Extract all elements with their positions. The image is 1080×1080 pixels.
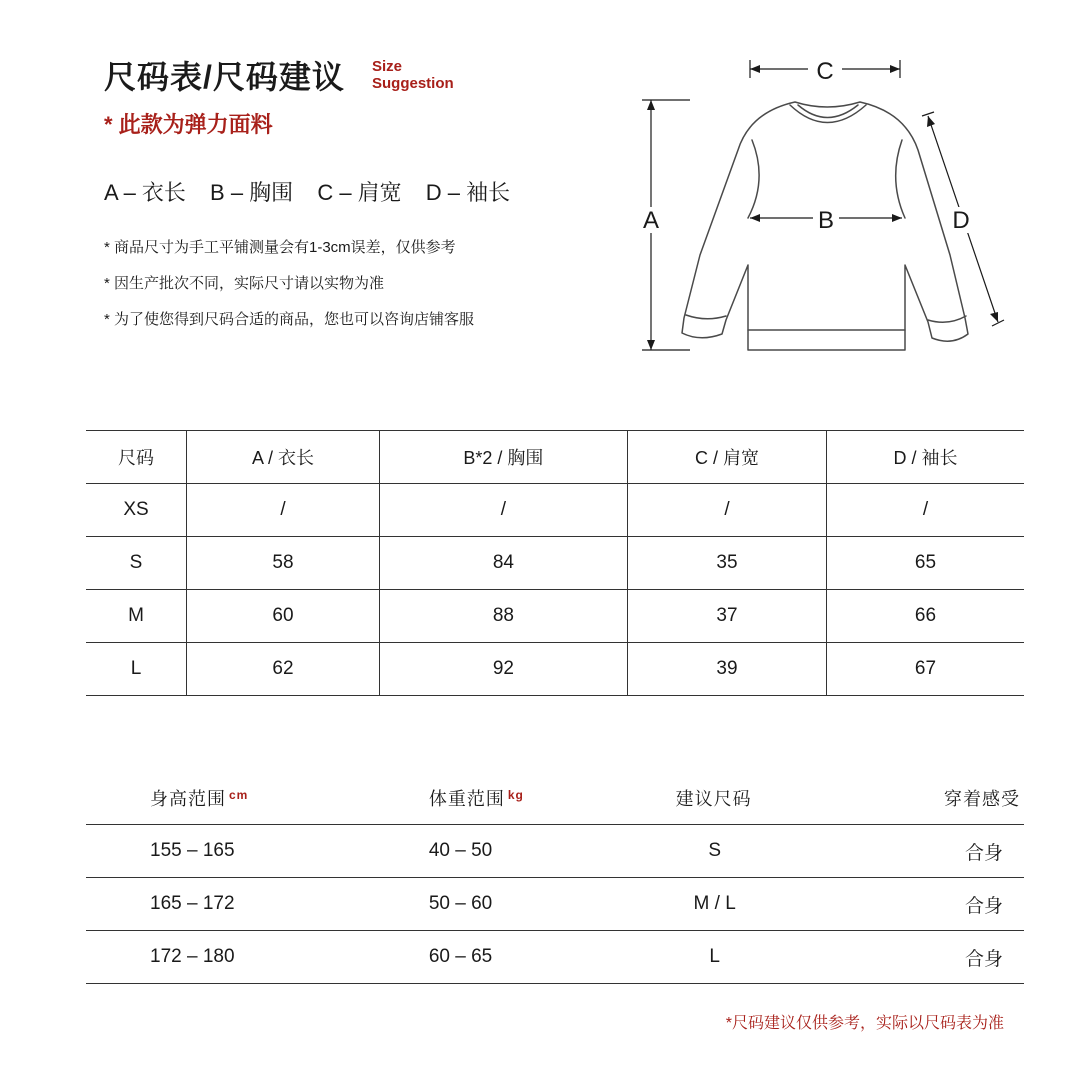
cell-shoulder: 37 xyxy=(627,590,826,643)
legend-c: C – 肩宽 xyxy=(317,180,402,205)
header-size: 尺码 xyxy=(86,431,187,484)
table-row xyxy=(86,931,1024,984)
cell-sleeve: 65 xyxy=(826,537,1024,590)
header-suggested-size-label: 建议尺码 xyxy=(675,789,752,809)
table-row xyxy=(86,878,1024,931)
header-height xyxy=(86,772,351,825)
diagram-label-d: D xyxy=(952,207,970,234)
weight-unit: kg xyxy=(507,788,524,802)
cell-length: 60 xyxy=(187,590,380,643)
cell-length: 58 xyxy=(187,537,380,590)
cell-height: 165 – 172 xyxy=(86,878,351,931)
cell-shoulder: 39 xyxy=(627,643,826,696)
cell-size: L xyxy=(86,643,187,696)
cell-size: M xyxy=(86,590,187,643)
header-suggested-size xyxy=(628,772,888,825)
cell-suggested-size xyxy=(628,825,888,878)
cell-length: / xyxy=(187,484,380,537)
footer-disclaimer: *尺码建议仅供参考，实际以尺码表为准 xyxy=(725,1015,1004,1032)
cell-sleeve: 67 xyxy=(826,643,1024,696)
cell-length: 62 xyxy=(187,643,380,696)
sweater-right-cuff xyxy=(928,316,966,322)
cell-fit-value: 合身 xyxy=(964,948,1003,970)
cell-sleeve: / xyxy=(826,484,1024,537)
table-row xyxy=(86,825,1024,878)
page-title-en xyxy=(372,58,454,92)
header-fit xyxy=(888,772,1024,825)
size-table-header xyxy=(86,431,1024,484)
table-row xyxy=(86,590,1024,643)
table-row xyxy=(86,484,1024,537)
table-row xyxy=(86,643,1024,696)
cell-fit xyxy=(888,825,1024,878)
cell-size: XS xyxy=(86,484,187,537)
cell-suggested-size-value: S xyxy=(708,840,722,861)
cell-shoulder: 35 xyxy=(627,537,826,590)
cell-chest: 84 xyxy=(379,537,627,590)
cell-height: 172 – 180 xyxy=(86,931,351,984)
cell-height: 155 – 165 xyxy=(86,825,351,878)
cell-sleeve: 66 xyxy=(826,590,1024,643)
cell-size: S xyxy=(86,537,187,590)
note-1: * 商品尺寸为手工平铺测量会有1-3cm误差，仅供参考 xyxy=(104,239,456,256)
fabric-note: * 此款为弹力面料 xyxy=(104,112,273,137)
cell-suggested-size xyxy=(628,931,888,984)
cell-chest: 92 xyxy=(379,643,627,696)
title-en-line2: Suggestion xyxy=(372,75,454,92)
cell-weight: 60 – 65 xyxy=(351,931,628,984)
recommend-table-header xyxy=(86,772,1024,825)
diagram-label-c: C xyxy=(816,58,834,85)
legend-a: A – 衣长 xyxy=(104,180,186,205)
header-height-label: 身高范围 xyxy=(150,789,226,809)
size-table xyxy=(86,430,1024,696)
legend-b: B – 胸围 xyxy=(210,180,294,205)
cell-chest: 88 xyxy=(379,590,627,643)
header-weight xyxy=(351,772,628,825)
header-fit-label: 穿着感受 xyxy=(944,789,1020,809)
sweater-diagram xyxy=(630,50,1050,370)
table-row xyxy=(86,537,1024,590)
header-sleeve: D / 袖长 xyxy=(826,431,1024,484)
header-chest: B*2 / 胸围 xyxy=(379,431,627,484)
header-shoulder: C / 肩宽 xyxy=(627,431,826,484)
sweater-left-cuff xyxy=(686,315,726,319)
title-en-line1: Size xyxy=(372,58,403,75)
measurement-legend xyxy=(104,176,528,207)
diagram-label-a: A xyxy=(642,207,660,234)
height-unit: cm xyxy=(229,788,249,802)
cell-fit-value: 合身 xyxy=(964,895,1003,917)
cell-shoulder: / xyxy=(627,484,826,537)
header-length: A / 衣长 xyxy=(187,431,380,484)
cell-fit-value: 合身 xyxy=(964,842,1003,864)
cell-suggested-size xyxy=(628,878,888,931)
cell-weight: 50 – 60 xyxy=(351,878,628,931)
note-3: * 为了使您得到尺码合适的商品，您也可以咨询店铺客服 xyxy=(104,311,475,328)
cell-fit xyxy=(888,878,1024,931)
note-2: * 因生产批次不同，实际尺寸请以实物为准 xyxy=(104,275,385,292)
cell-fit xyxy=(888,931,1024,984)
cell-suggested-size-value: M / L xyxy=(693,893,736,914)
cell-suggested-size-value: L xyxy=(709,946,720,967)
diagram-label-b: B xyxy=(817,207,835,234)
legend-d: D – 袖长 xyxy=(425,180,511,205)
header-weight-label: 体重范围 xyxy=(428,789,505,809)
cell-weight: 40 – 50 xyxy=(351,825,628,878)
cell-chest: / xyxy=(379,484,627,537)
recommend-table xyxy=(86,772,1024,984)
page-title: 尺码表/尺码建议 xyxy=(104,59,345,95)
